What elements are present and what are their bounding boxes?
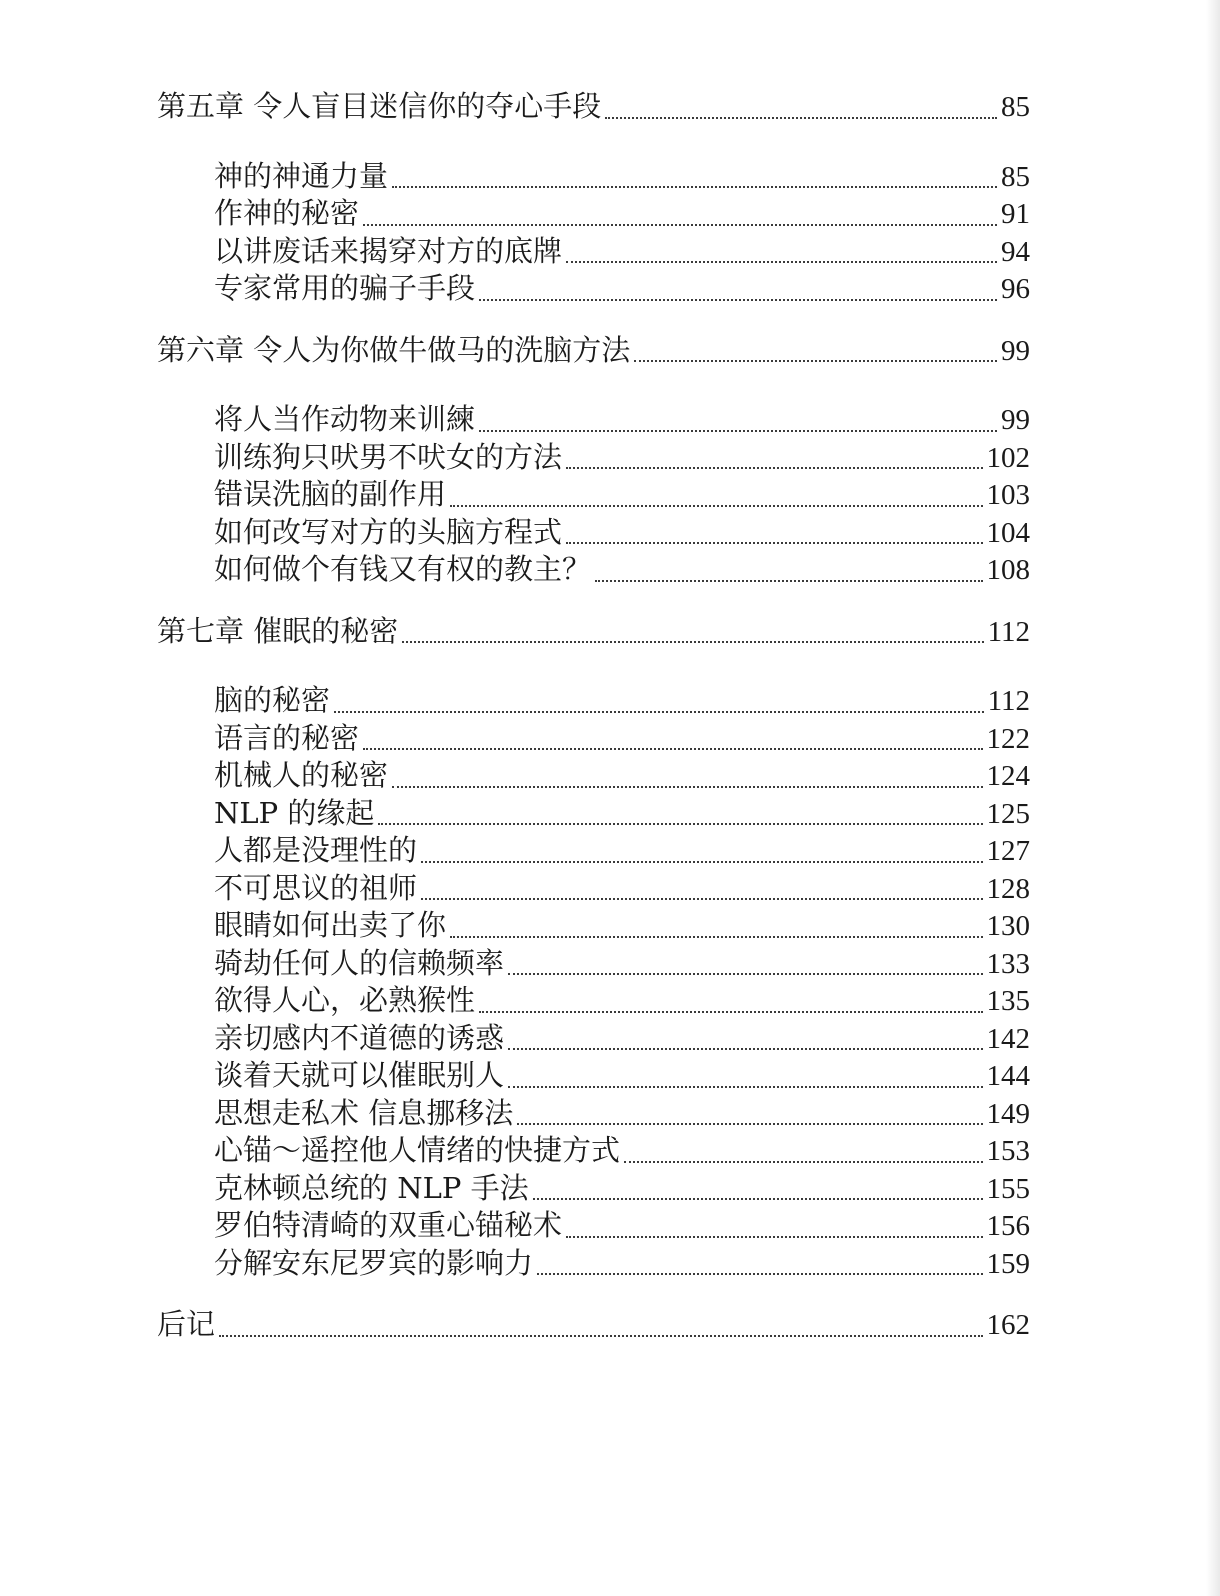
page-number: 85 (1001, 91, 1030, 123)
dot-leader (450, 934, 982, 938)
section-title: 训练狗只吠男不吠女的方法 (214, 439, 563, 474)
toc-entry-section[interactable] (157, 401, 1030, 439)
toc-entry-section[interactable] (157, 945, 1030, 983)
dot-leader (402, 639, 983, 643)
section-title: 神的神通力量 (214, 158, 389, 193)
dot-leader (450, 503, 982, 507)
section-title: 人都是没理性的 (214, 833, 418, 867)
dot-leader (566, 465, 982, 469)
page-number: 149 (986, 1097, 1030, 1130)
page-number: 130 (986, 910, 1030, 942)
dot-leader (508, 1084, 982, 1088)
page-number: 128 (986, 872, 1030, 905)
afterword (157, 1306, 1030, 1344)
toc-entry-section[interactable] (157, 907, 1030, 945)
toc-entry-section[interactable] (157, 514, 1030, 552)
dot-leader (537, 1271, 982, 1275)
page-edge-shadow (1206, 0, 1220, 1596)
page-number: 112 (987, 615, 1030, 648)
dot-leader (363, 222, 997, 226)
toc-entry-section[interactable] (157, 1245, 1030, 1283)
page-number: 112 (987, 685, 1030, 717)
page-number: 135 (986, 985, 1030, 1017)
section-title: 亲切感内不道德的诱惑 (214, 1020, 505, 1055)
page-number: 99 (1001, 404, 1030, 436)
dot-leader (219, 1333, 982, 1337)
section-title: 罗伯特清崎的双重心锚秘术 (214, 1208, 563, 1242)
page-number: 144 (986, 1060, 1030, 1092)
page-number: 133 (986, 947, 1030, 980)
dot-leader (566, 259, 997, 263)
page-number: 155 (986, 1172, 1030, 1205)
dot-leader (479, 297, 997, 301)
section-title: 克林顿总统的 NLP 手法 (214, 1170, 529, 1205)
dot-leader (517, 1121, 982, 1125)
table-of-contents (157, 88, 1030, 1344)
dot-leader (566, 540, 982, 544)
dot-leader (605, 115, 997, 119)
toc-entry-section[interactable] (157, 270, 1030, 308)
dot-leader (595, 578, 982, 582)
toc-entry-section[interactable] (157, 439, 1030, 477)
toc-entry-section[interactable] (157, 1020, 1030, 1058)
page-number: 122 (986, 722, 1030, 755)
page-number: 156 (986, 1210, 1030, 1242)
chapter-title: 第七章 催眠的秘密 (157, 613, 399, 648)
toc-entry-section[interactable] (157, 476, 1030, 514)
page-number: 99 (1001, 334, 1030, 367)
section-title: 如何做个有钱又有权的教主？ (214, 552, 592, 586)
dot-leader (533, 1196, 983, 1200)
toc-entry-section[interactable] (157, 1170, 1030, 1208)
toc-entry-section[interactable] (157, 233, 1030, 271)
dot-leader (363, 746, 982, 750)
dot-leader (334, 709, 984, 713)
chapter-5 (157, 88, 1030, 308)
chapter-title: 第六章 令人为你做牛做马的洗脑方法 (157, 332, 631, 367)
toc-entry-section[interactable] (157, 757, 1030, 795)
toc-entry-chapter[interactable] (157, 613, 1030, 651)
section-title: NLP 的缘起 (214, 795, 375, 830)
section-title: 语言的秘密 (214, 720, 360, 755)
section-title: 分解安东尼罗宾的影响力 (214, 1245, 534, 1280)
toc-entry-section[interactable] (157, 195, 1030, 233)
section-title: 心锚～遥控他人情绪的快捷方式 (214, 1133, 621, 1167)
dot-leader (479, 428, 997, 432)
dot-leader (378, 821, 982, 825)
dot-leader (392, 784, 982, 788)
section-title: 将人当作动物来训練 (214, 402, 476, 436)
section-title: 谈着天就可以催眠别人 (214, 1058, 505, 1092)
dot-leader (634, 358, 997, 362)
page-number: 162 (986, 1309, 1030, 1341)
section-title: 错误洗脑的副作用 (214, 477, 447, 511)
toc-entry-section[interactable] (157, 795, 1030, 833)
afterword-title: 后记 (157, 1307, 216, 1341)
chapter-6 (157, 332, 1030, 589)
page-number: 91 (1001, 198, 1030, 230)
toc-entry-section[interactable] (157, 682, 1030, 720)
toc-entry-section[interactable] (157, 1095, 1030, 1133)
dot-leader (421, 859, 982, 863)
page-number: 103 (986, 479, 1030, 511)
dot-leader (624, 1159, 982, 1163)
section-title: 以讲废话来揭穿对方的底牌 (214, 233, 563, 268)
toc-entry-afterword[interactable] (157, 1306, 1030, 1344)
dot-leader (392, 184, 997, 188)
page-number: 142 (986, 1022, 1030, 1055)
toc-entry-chapter[interactable] (157, 88, 1030, 126)
toc-entry-section[interactable] (157, 720, 1030, 758)
dot-leader (421, 896, 982, 900)
toc-entry-section[interactable] (157, 1132, 1030, 1170)
toc-entry-section[interactable] (157, 982, 1030, 1020)
page-number: 124 (986, 760, 1030, 792)
section-title: 骑劫任何人的信赖频率 (214, 945, 505, 980)
toc-entry-chapter[interactable] (157, 332, 1030, 370)
toc-entry-section[interactable] (157, 551, 1030, 589)
page-number: 125 (986, 797, 1030, 830)
page-number: 104 (986, 516, 1030, 549)
section-title: 脑的秘密 (214, 683, 331, 717)
page-number: 85 (1001, 160, 1030, 193)
toc-entry-section[interactable] (157, 158, 1030, 196)
page-number: 153 (986, 1135, 1030, 1167)
section-title: 作神的秘密 (214, 196, 360, 230)
toc-entry-section[interactable] (157, 832, 1030, 870)
section-title: 眼睛如何出卖了你 (214, 908, 447, 942)
toc-entry-section[interactable] (157, 870, 1030, 908)
dot-leader (566, 1234, 982, 1238)
toc-entry-section[interactable] (157, 1207, 1030, 1245)
section-title: 专家常用的骗子手段 (214, 271, 476, 305)
page-number: 102 (986, 441, 1030, 474)
section-title: 机械人的秘密 (214, 758, 389, 792)
dot-leader (479, 1009, 982, 1013)
dot-leader (508, 971, 982, 975)
dot-leader (508, 1046, 982, 1050)
chapter-title: 第五章 令人盲目迷信你的夺心手段 (157, 89, 602, 123)
page-number: 127 (986, 835, 1030, 867)
section-title: 如何改写对方的头脑方程式 (214, 514, 563, 549)
page-number: 108 (986, 554, 1030, 586)
section-title: 不可思议的祖师 (214, 870, 418, 905)
page-number: 159 (986, 1247, 1030, 1280)
chapter-7 (157, 613, 1030, 1283)
section-title: 欲得人心，必熟猴性 (214, 983, 476, 1017)
toc-entry-section[interactable] (157, 1057, 1030, 1095)
page-number: 94 (1001, 235, 1030, 268)
section-title: 思想走私术 信息挪移法 (214, 1095, 514, 1130)
page-number: 96 (1001, 273, 1030, 305)
